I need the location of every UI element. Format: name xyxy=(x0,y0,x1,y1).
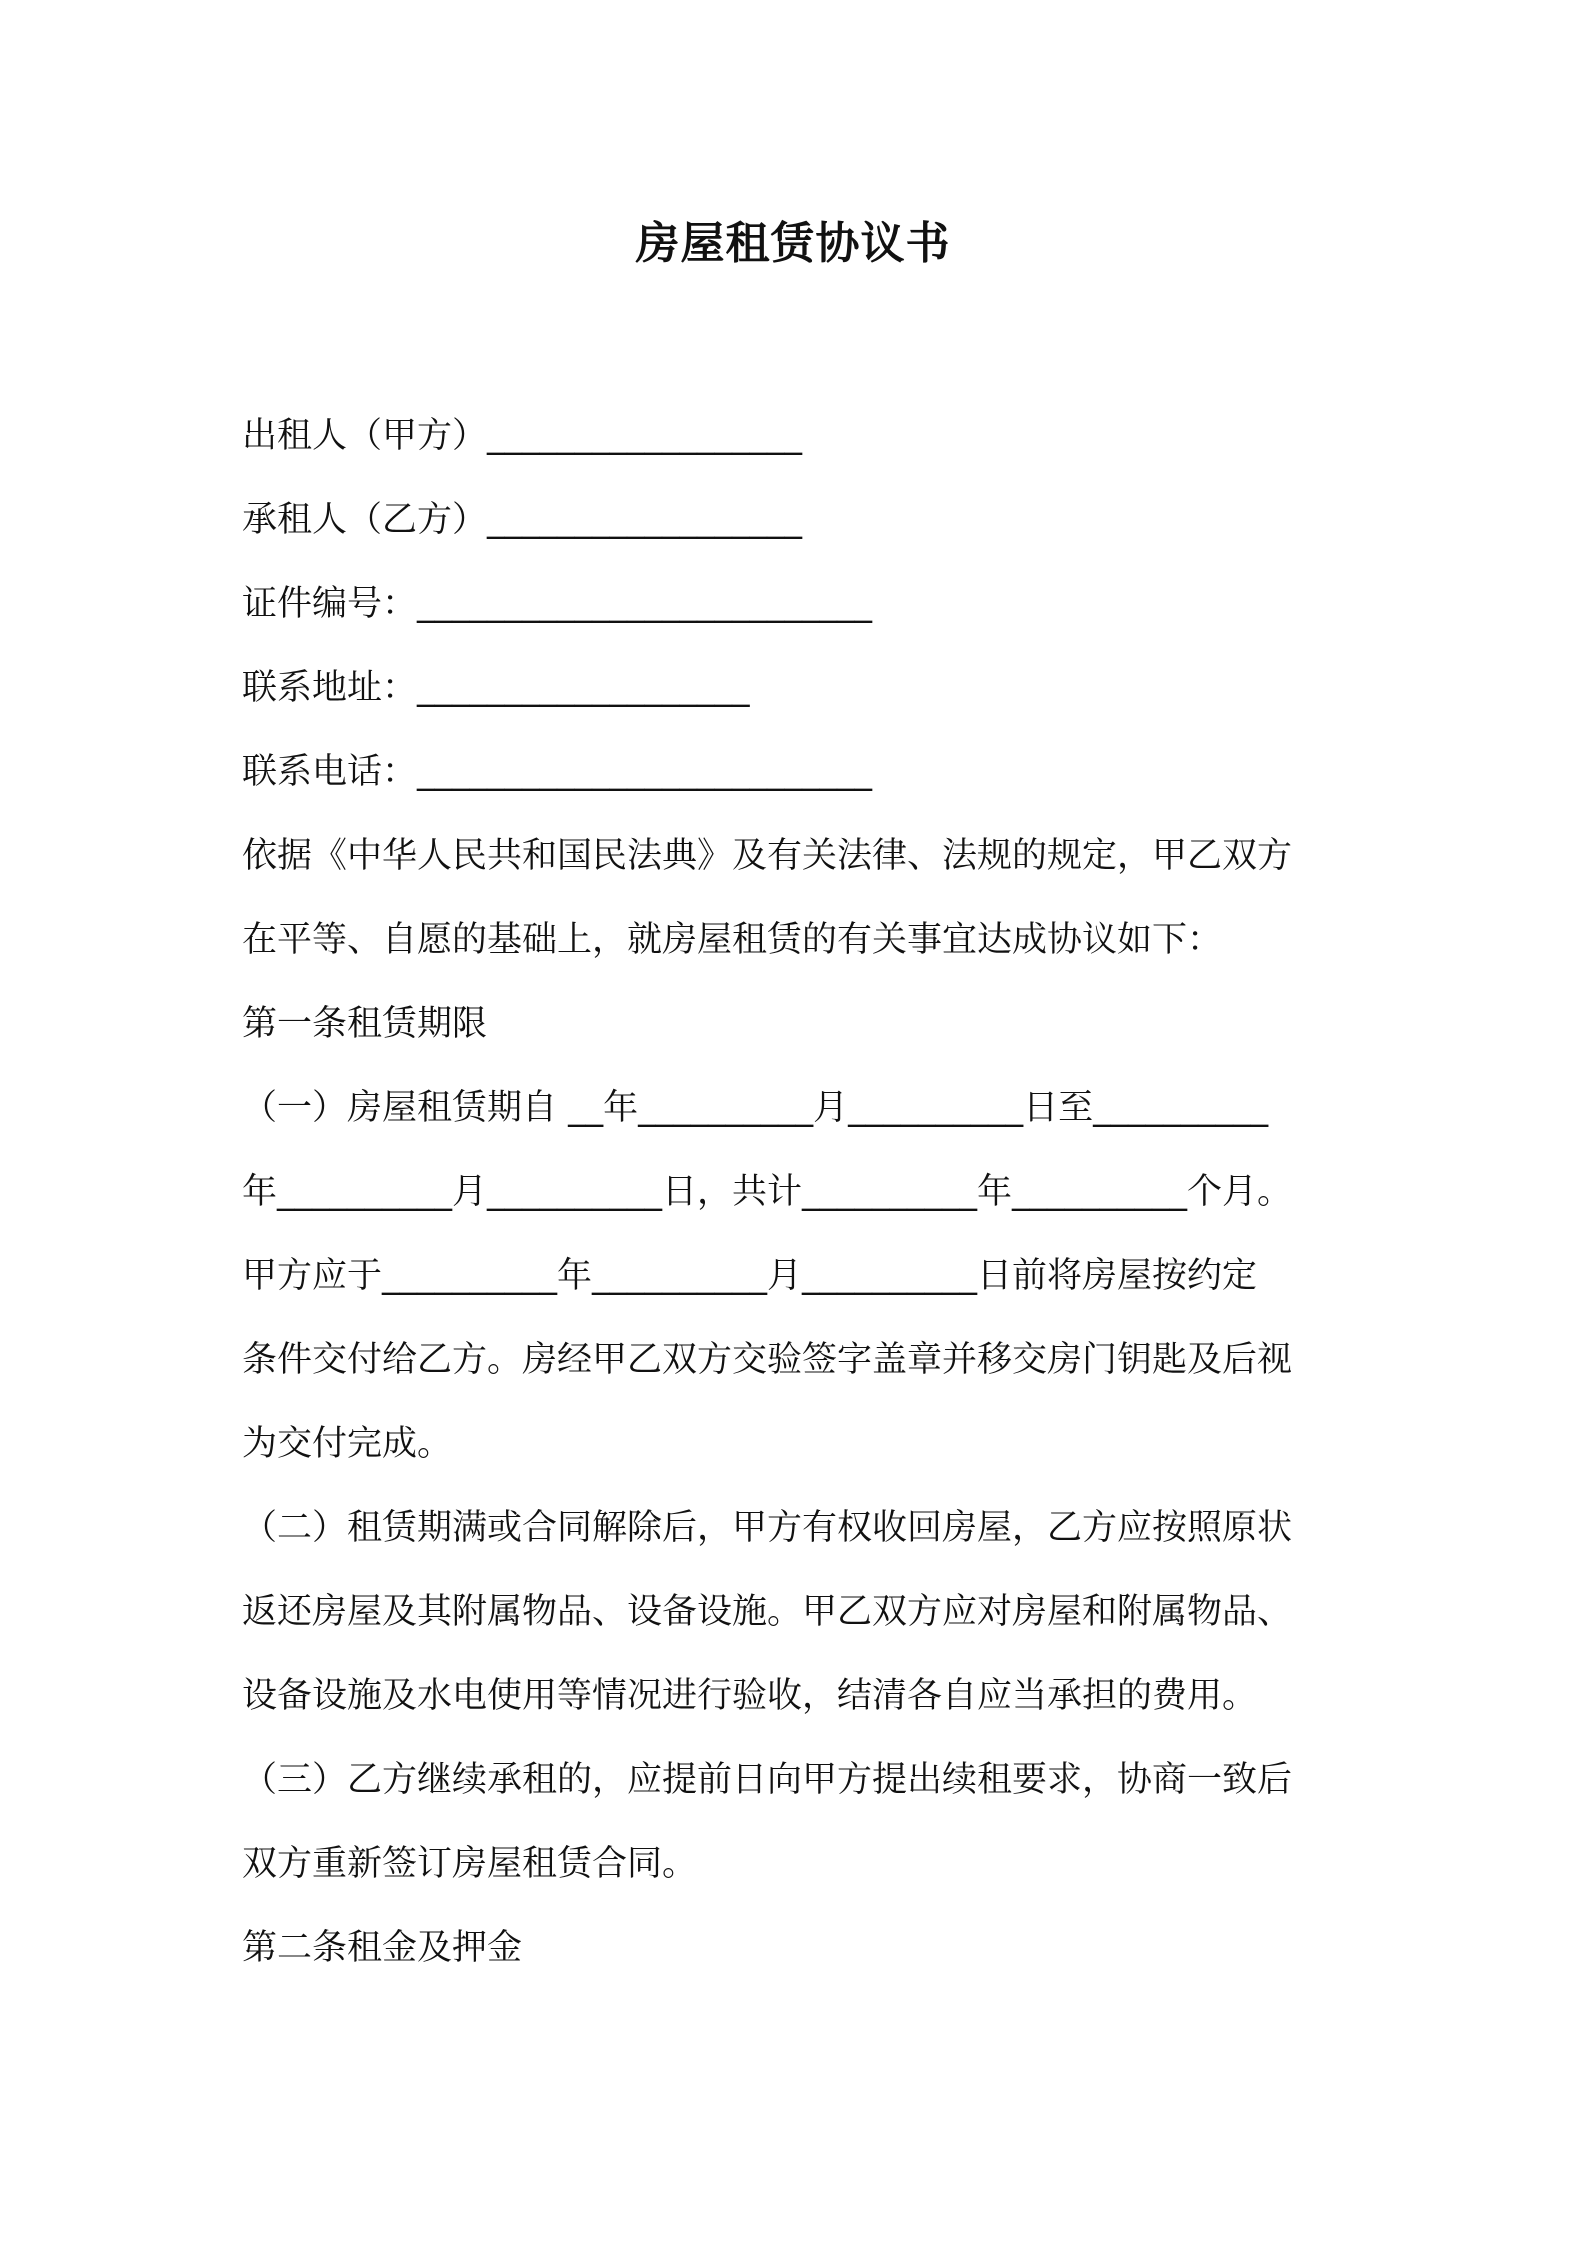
clause-1-1-line-4: 条件交付给乙方。房经甲乙双方交验签字盖章并移交房门钥匙及后视 xyxy=(242,1340,1293,1380)
lessor-line: 出租人（甲方）__________________ xyxy=(242,416,803,456)
clause-1-1-line-3: 甲方应于__________年__________月__________日前将房屋按约定 xyxy=(242,1256,1258,1296)
clause-1-2-line-2: 返还房屋及其附属物品、设备设施。甲乙双方应对房屋和附属物品、 xyxy=(242,1592,1293,1632)
article-2-heading: 第二条租金及押金 xyxy=(242,1928,523,1968)
preamble-line-2: 在平等、自愿的基础上，就房屋租赁的有关事宜达成协议如下： xyxy=(242,920,1223,960)
contact-address-line: 联系地址：___________________ xyxy=(242,668,750,708)
clause-1-1-line-2: 年__________月__________日，共计__________年__________个月。 xyxy=(242,1172,1293,1212)
preamble-line-1: 依据《中华人民共和国民法典》及有关法律、法规的规定，甲乙双方 xyxy=(242,836,1293,876)
clause-1-1-line-1: （一）房屋租赁期自 __年__________月__________日至__________ xyxy=(242,1088,1269,1128)
clause-1-2-line-1: （二）租赁期满或合同解除后，甲方有权收回房屋，乙方应按照原状 xyxy=(242,1508,1293,1548)
lessee-line: 承租人（乙方）__________________ xyxy=(242,500,803,540)
clause-1-2-line-3: 设备设施及水电使用等情况进行验收，结清各自应当承担的费用。 xyxy=(242,1676,1258,1716)
clause-1-1-line-5: 为交付完成。 xyxy=(242,1424,453,1464)
id-number-line: 证件编号：__________________________ xyxy=(242,584,873,624)
article-1-heading: 第一条租赁期限 xyxy=(242,1004,488,1044)
document-title: 房屋租赁协议书 xyxy=(635,218,951,269)
clause-1-3-line-2: 双方重新签订房屋租赁合同。 xyxy=(242,1844,698,1884)
contact-phone-line: 联系电话：__________________________ xyxy=(242,752,873,792)
clause-1-3-line-1: （三）乙方继续承租的，应提前日向甲方提出续租要求，协商一致后 xyxy=(242,1760,1293,1800)
